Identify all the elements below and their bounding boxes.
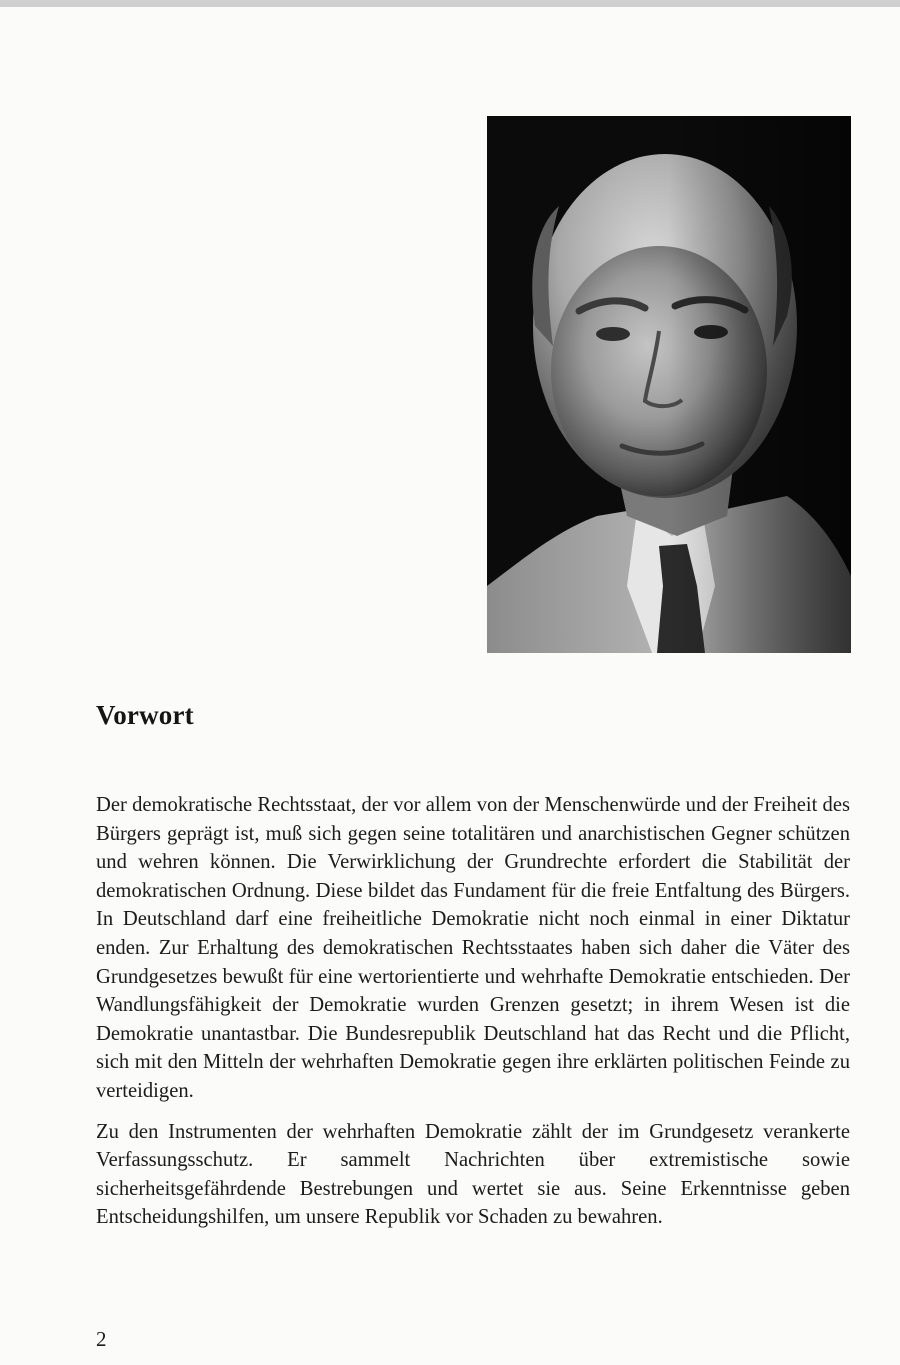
page-top-rule (0, 0, 900, 7)
paragraph-1: Der demokratische Rechtsstaat, der vor allem von der Menschenwürde und der Freiheit des Bürgers geprägt ist, muß sich gegen seine totalitären und anarchistischen Gegner schützen und wehren können. Die Verwirklichung der Grundrechte erfordert die Stabilität der demokratischen Ordnung. Diese bildet das Fundament für die freie Entfaltung des Bürgers. In Deutschland darf eine freiheitliche Demokratie nicht noch einmal in einer Diktatur enden. Zur Erhaltung des demokratischen Rechtsstaates haben sich daher die Väter des Grundgesetzes bewußt für eine wertorientierte und wehrhafte Demokratie entschieden. Der Wandlungsfähigkeit der Demokratie wurden Grenzen gesetzt; in ihrem Wesen ist die Demokratie unantastbar. Die Bundesrepublik Deutschland hat das Recht und die Pflicht, sich mit den Mitteln der wehrhaften Demokratie gegen ihre erklärten politischen Feinde zu verteidigen. (96, 794, 850, 1102)
page-title: Vorwort (96, 700, 194, 730)
paragraph-2: Zu den Instrumenten der wehrhaften Demokratie zählt der im Grundgesetz verankerte Verfassungsschutz. Er sammelt Nachrichten über extremistische sowie sicherheitsgefährdende Bestrebungen und wertet sie aus. Seine Erkenntnisse geben Entscheidungshilfen, um unsere Republik vor Schaden zu bewahren. (96, 1120, 850, 1229)
portrait-photo (487, 116, 851, 653)
body-text (96, 791, 850, 1244)
page-number: 2 (96, 1327, 107, 1351)
